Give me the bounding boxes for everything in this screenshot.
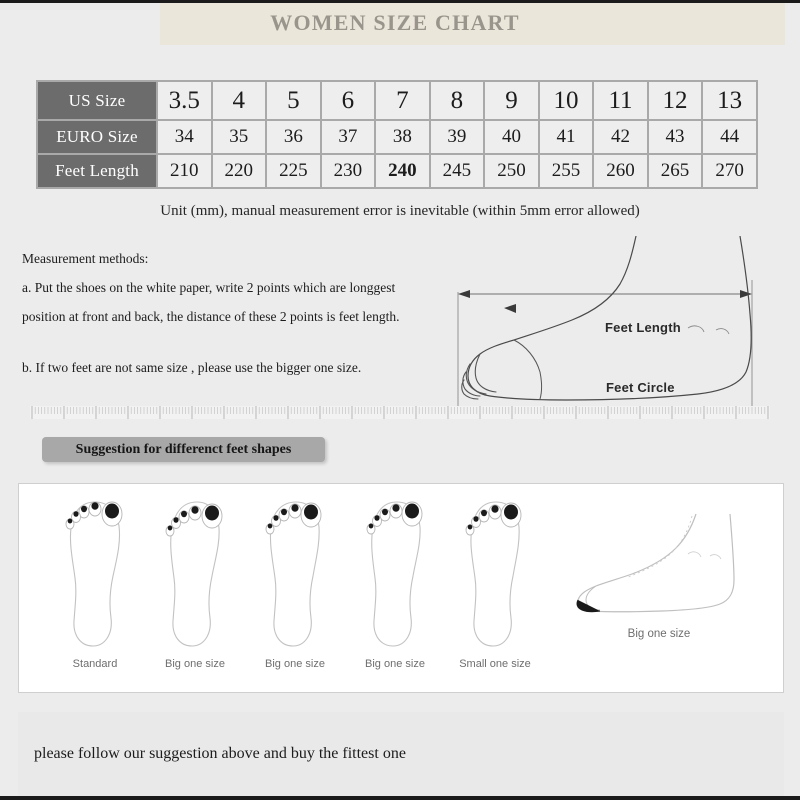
cell-euro-0: 34	[158, 121, 211, 153]
cell-euro-8: 42	[594, 121, 647, 153]
cell-feet-1: 220	[213, 155, 266, 187]
table-row-us-size	[38, 82, 756, 119]
foot-shape-label-3: Big one size	[365, 658, 425, 670]
cell-euro-6: 40	[485, 121, 538, 153]
cell-us-4: 7	[376, 82, 429, 119]
methods-item-b: b. If two feet are not same size , please use the bigger one size.	[22, 360, 362, 375]
cell-us-3: 6	[322, 82, 375, 119]
cell-feet-7: 255	[540, 155, 593, 187]
methods-title: Measurement methods:	[22, 251, 149, 266]
cell-euro-2: 36	[267, 121, 320, 153]
foot-shape-label-2: Big one size	[265, 658, 325, 670]
foot-shape-2	[247, 494, 343, 670]
foot-shape-0	[47, 494, 143, 670]
cell-euro-10: 44	[703, 121, 756, 153]
bottom-divider	[0, 796, 800, 800]
cell-us-0: 3.5	[158, 82, 211, 119]
foot-shape-side-label: Big one size	[627, 628, 691, 640]
footprint-icon	[55, 494, 135, 654]
foot-shape-4	[447, 494, 543, 670]
foot-shape-1	[147, 494, 243, 670]
measurement-methods	[22, 244, 442, 382]
foot-shapes-panel	[18, 483, 784, 693]
cell-us-2: 5	[267, 82, 320, 119]
foot-shape-label-0: Standard	[72, 658, 118, 670]
size-table	[36, 80, 758, 189]
methods-item-a-line1: a. Put the shoes on the white paper, write 2 points which are longgest	[22, 280, 396, 295]
cell-feet-4: 240	[376, 155, 429, 187]
cell-us-6: 9	[485, 82, 538, 119]
cell-euro-3: 37	[322, 121, 375, 153]
cell-euro-5: 39	[431, 121, 484, 153]
footprint-icon	[355, 494, 435, 654]
cell-feet-5: 245	[431, 155, 484, 187]
cell-feet-6: 250	[485, 155, 538, 187]
methods-item-a-line2: position at front and back, the distance of these 2 points is feet length.	[22, 309, 400, 324]
cell-feet-10: 270	[703, 155, 756, 187]
cell-feet-9: 265	[649, 155, 702, 187]
side-foot-icon	[564, 508, 754, 618]
feet-circle-label: Feet Circle	[606, 380, 675, 395]
unit-note: Unit (mm), manual measurement error is inevitable (within 5mm error allowed)	[160, 203, 640, 219]
ruler-strip	[30, 404, 770, 422]
cell-euro-7: 41	[540, 121, 593, 153]
cell-us-8: 11	[594, 82, 647, 119]
row-header-feet-length: Feet Length	[38, 155, 156, 187]
foot-shape-3	[347, 494, 443, 670]
footer-text: please follow our suggestion above and buy the fittest one	[34, 745, 406, 762]
cell-euro-1: 35	[213, 121, 266, 153]
cell-us-5: 8	[431, 82, 484, 119]
foot-shape-label-1: Big one size	[165, 658, 225, 670]
cell-us-1: 4	[213, 82, 266, 119]
foot-shape-label-4: Small one size	[459, 658, 531, 670]
table-row-euro-size	[38, 121, 756, 153]
cell-feet-0: 210	[158, 155, 211, 187]
cell-feet-3: 230	[322, 155, 375, 187]
footprint-icon	[255, 494, 335, 654]
suggestion-pill-label: Suggestion for differenct feet shapes	[75, 442, 292, 457]
feet-length-label: Feet Length	[605, 320, 681, 335]
row-header-euro-size: EURO Size	[38, 121, 156, 153]
suggestion-pill	[42, 437, 325, 462]
cell-feet-2: 225	[267, 155, 320, 187]
row-header-us-size: US Size	[38, 82, 156, 119]
foot-shape-side-view	[559, 508, 759, 640]
cell-us-10: 13	[703, 82, 756, 119]
size-table-wrapper	[36, 80, 758, 189]
footprint-icon	[155, 494, 235, 654]
cell-us-7: 10	[540, 82, 593, 119]
page-title: WOMEN SIZE CHART	[270, 10, 520, 35]
cell-euro-9: 43	[649, 121, 702, 153]
cell-feet-8: 260	[594, 155, 647, 187]
cell-us-9: 12	[649, 82, 702, 119]
footprint-icon	[455, 494, 535, 654]
table-row-feet-length	[38, 155, 756, 187]
cell-euro-4: 38	[376, 121, 429, 153]
